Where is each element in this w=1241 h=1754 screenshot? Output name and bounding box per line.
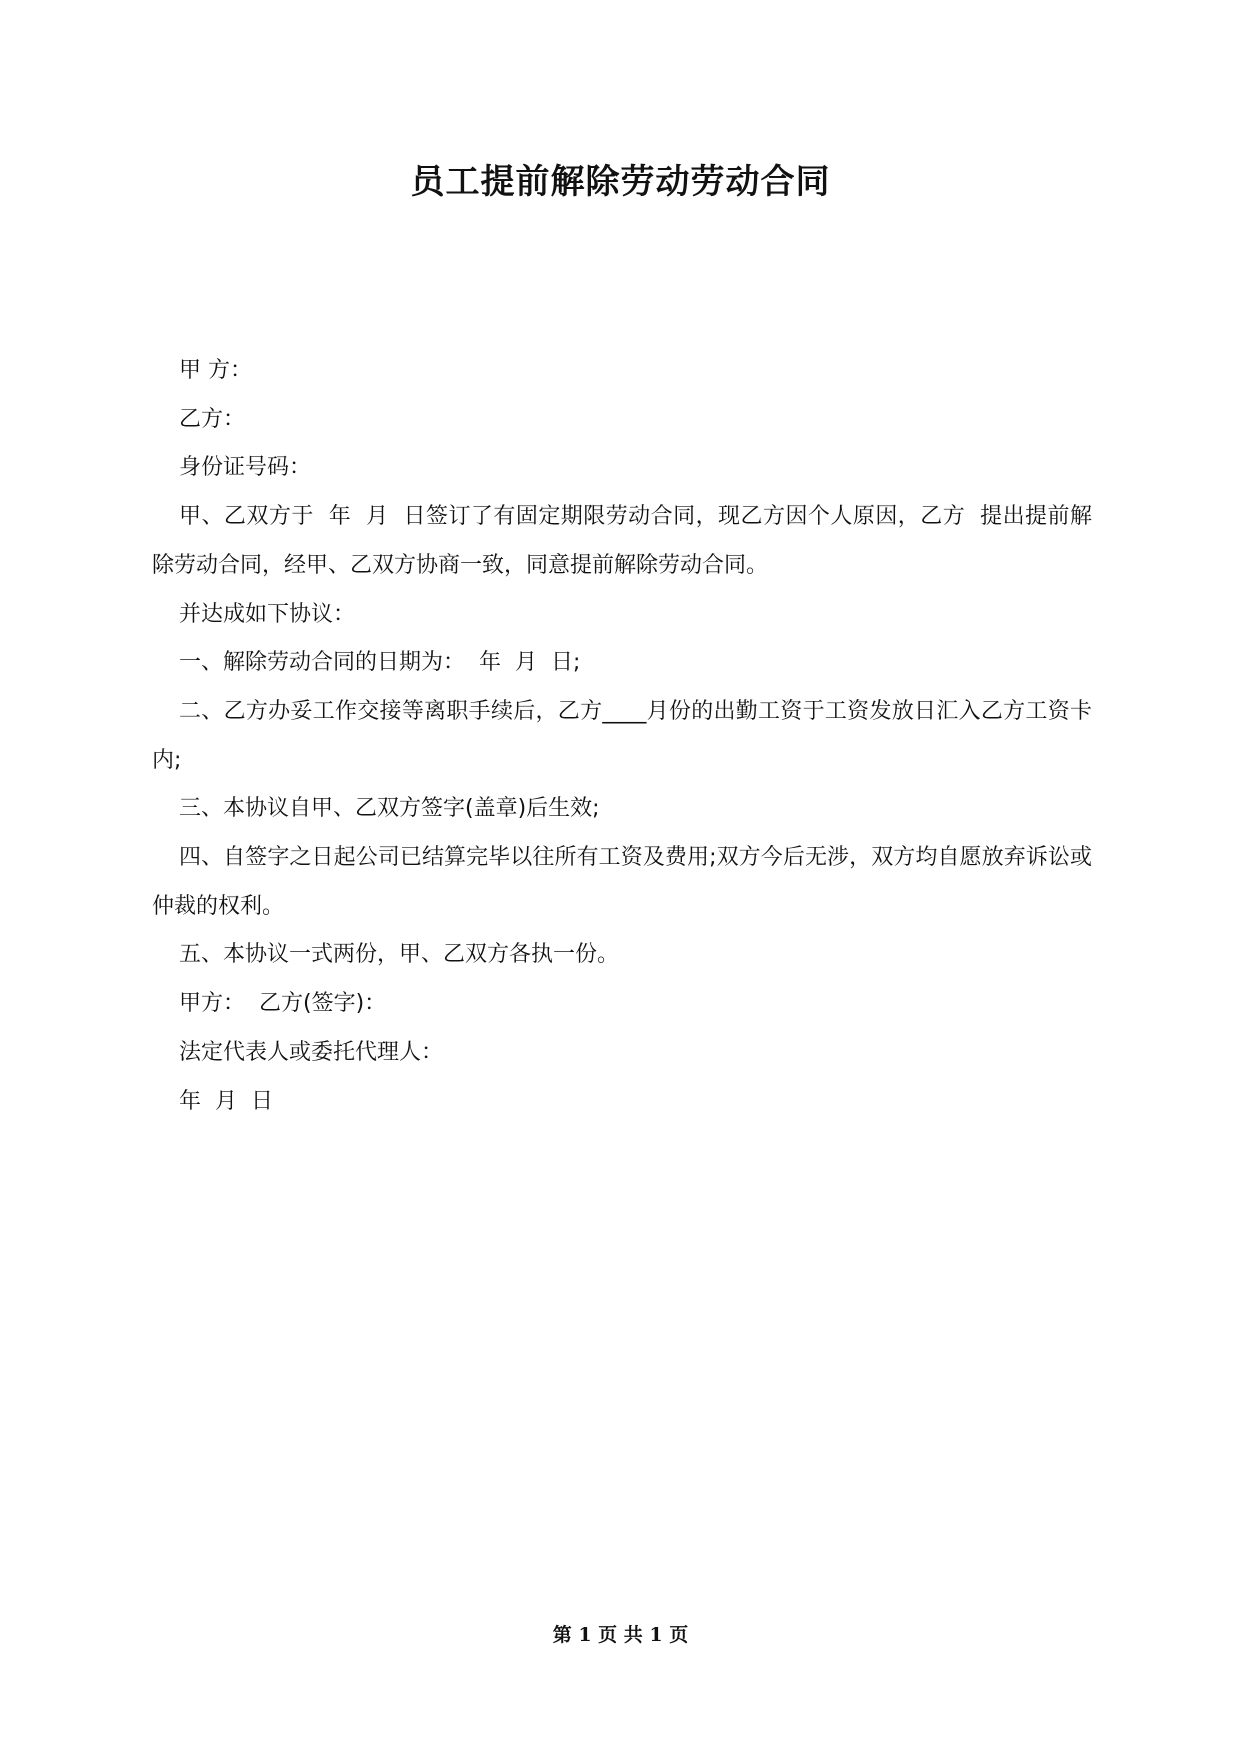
document-body xyxy=(152,347,1092,1126)
id-number-line: 身份证号码： xyxy=(179,455,312,481)
clause-1: 一、解除劳动合同的日期为： 年 月 日; xyxy=(179,650,581,676)
signature-line: 甲方： 乙方(签字)： xyxy=(179,991,387,1017)
agreement-intro: 并达成如下协议： xyxy=(179,601,356,627)
clause-3: 三、本协议自甲、乙双方签字(盖章)后生效; xyxy=(179,796,600,822)
date-line: 年 月 日 xyxy=(179,1088,273,1114)
clause-4: 四、自签字之日起公司已结算完毕以往所有工资及费用;双方今后无涉，双方均自愿放弃诉讼或仲裁的权利。 xyxy=(152,845,1092,919)
clause-2: 二、乙方办妥工作交接等离职手续后，乙方____月份的出勤工资于工资发放日汇入乙方工资卡内; xyxy=(152,698,1092,773)
page-footer: 第 1 页 共 1 页 xyxy=(552,1624,689,1646)
party-b-line: 乙方： xyxy=(179,406,246,432)
party-a-line: 甲 方： xyxy=(179,358,252,383)
document-title: 员工提前解除劳动劳动合同 xyxy=(410,162,831,202)
representative-line: 法定代表人或委托代理人： xyxy=(179,1039,444,1065)
clause-5: 五、本协议一式两份，甲、乙双方各执一份。 xyxy=(179,942,620,968)
preamble-paragraph: 甲、乙双方于 年 月 日签订了有固定期限劳动合同，现乙方因个人原因，乙方 提出提前解除劳动合同，经甲、乙双方协商一致，同意提前解除劳动合同。 xyxy=(152,504,1092,578)
